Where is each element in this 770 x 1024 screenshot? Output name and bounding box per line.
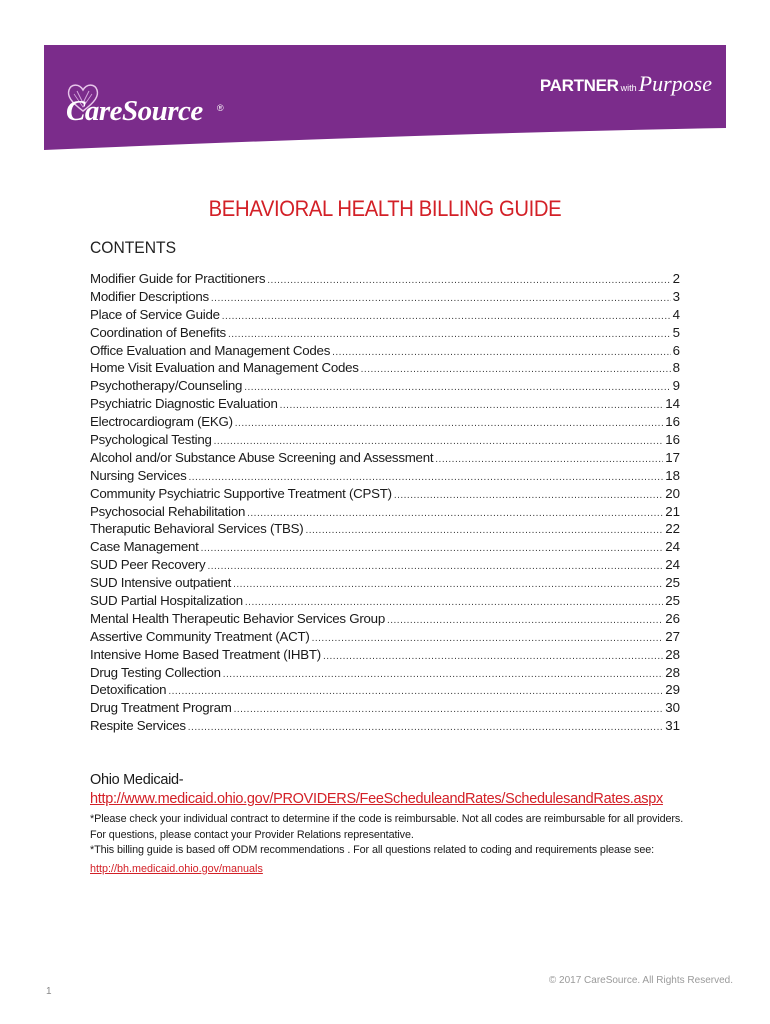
toc-entry-page: 25 xyxy=(665,575,680,591)
toc-dot-leader xyxy=(214,433,664,449)
toc-entry-page: 16 xyxy=(665,432,680,448)
notes-section xyxy=(90,772,690,877)
toc-entry-title: SUD Peer Recovery xyxy=(90,557,206,573)
toc-entry-page: 9 xyxy=(672,378,680,394)
toc-entry-title: SUD Partial Hospitalization xyxy=(90,593,243,609)
toc-entry[interactable] xyxy=(90,556,680,574)
toc-entry-title: Psychiatric Diagnostic Evaluation xyxy=(90,396,278,412)
toc-entry-page: 18 xyxy=(665,467,680,483)
toc-entry-page: 5 xyxy=(672,324,680,340)
registered-mark: ® xyxy=(217,103,224,113)
toc-dot-leader xyxy=(387,612,663,628)
toc-entry-page: 24 xyxy=(665,539,680,555)
note-odm: *This billing guide is based off ODM recommendations . For all questions related to coding and requirements please see: xyxy=(90,844,655,856)
toc-entry[interactable] xyxy=(90,681,680,699)
toc-entry[interactable] xyxy=(90,610,680,628)
toc-entry-page: 27 xyxy=(665,628,680,644)
toc-dot-leader xyxy=(168,683,663,699)
toc-entry[interactable] xyxy=(90,592,680,610)
toc-dot-leader xyxy=(235,415,663,431)
toc-entry-title: Alcohol and/or Substance Abuse Screening and Assessment xyxy=(90,449,434,465)
toc-entry[interactable] xyxy=(90,467,680,485)
toc-entry-title: Community Psychiatric Supportive Treatment (CPST) xyxy=(90,485,392,501)
document-title: BEHAVIORAL HEALTH BILLING GUIDE xyxy=(208,196,562,221)
toc-entry[interactable] xyxy=(90,503,680,521)
toc-entry-title: Electrocardiogram (EKG) xyxy=(90,414,233,430)
toc-entry[interactable] xyxy=(90,664,680,682)
toc-entry-page: 28 xyxy=(665,646,680,662)
toc-dot-leader xyxy=(189,469,664,485)
toc-entry-page: 2 xyxy=(672,271,680,286)
ohio-medicaid-label: Ohio Medicaid- xyxy=(90,772,184,788)
toc-entry[interactable] xyxy=(90,270,680,288)
toc-entry-title: Assertive Community Treatment (ACT) xyxy=(90,628,310,644)
toc-dot-leader xyxy=(234,701,664,717)
toc-dot-leader xyxy=(188,719,663,735)
toc-dot-leader xyxy=(332,344,670,360)
toc-dot-leader xyxy=(247,505,663,521)
toc-entry[interactable] xyxy=(90,520,680,538)
note-questions: For questions, please contact your Provider Relations representative. xyxy=(90,828,414,841)
toc-entry-title: Drug Testing Collection xyxy=(90,664,221,680)
header-banner xyxy=(44,45,726,150)
toc-entry-title: Mental Health Therapeutic Behavior Services Group xyxy=(90,610,385,626)
toc-entry[interactable] xyxy=(90,699,680,717)
toc-entry-page: 28 xyxy=(665,664,680,680)
toc-entry-page: 30 xyxy=(665,700,680,716)
toc-entry[interactable] xyxy=(90,538,680,556)
logo-text: CareSource xyxy=(66,95,203,127)
toc-entry-page: 6 xyxy=(672,342,680,358)
toc-dot-leader xyxy=(211,290,671,306)
toc-dot-leader xyxy=(245,594,663,610)
toc-entry[interactable] xyxy=(90,449,680,467)
toc-entry-page: 25 xyxy=(665,593,680,609)
toc-entry[interactable] xyxy=(90,359,680,377)
toc-dot-leader xyxy=(312,630,664,646)
toc-entry-page: 31 xyxy=(665,718,680,734)
tagline-partner: PARTNER xyxy=(539,76,619,95)
toc-entry-page: 3 xyxy=(672,288,680,304)
toc-entry[interactable] xyxy=(90,628,680,646)
toc-dot-leader xyxy=(201,540,664,556)
tagline-with: with xyxy=(620,83,637,93)
toc-dot-leader xyxy=(244,379,670,395)
page-number: 1 xyxy=(46,986,52,997)
toc-entry-page: 22 xyxy=(665,521,680,537)
toc-entry-page: 8 xyxy=(672,360,680,376)
toc-dot-leader xyxy=(305,522,663,538)
toc-entry[interactable] xyxy=(90,324,680,342)
toc-dot-leader xyxy=(223,666,663,682)
toc-entry[interactable] xyxy=(90,413,680,431)
toc-dot-leader xyxy=(233,576,663,592)
toc-entry-title: Nursing Services xyxy=(90,467,187,483)
toc-entry[interactable] xyxy=(90,342,680,360)
toc-entry-page: 20 xyxy=(665,485,680,501)
toc-entry[interactable] xyxy=(90,377,680,395)
toc-entry-page: 16 xyxy=(665,414,680,430)
bh-manuals-link[interactable]: http://bh.medicaid.ohio.gov/manuals xyxy=(90,862,263,875)
toc-entry[interactable] xyxy=(90,395,680,413)
toc-entry[interactable] xyxy=(90,306,680,324)
toc-entry-title: Detoxification xyxy=(90,682,167,698)
toc-entry-title: Modifier Descriptions xyxy=(90,288,209,304)
toc-entry-title: Home Visit Evaluation and Management Codes xyxy=(90,360,359,376)
toc-entry-title: Place of Service Guide xyxy=(90,306,220,322)
toc-dot-leader xyxy=(267,272,670,288)
tagline-purpose: Purpose xyxy=(638,71,712,96)
toc-entry[interactable] xyxy=(90,485,680,503)
tagline xyxy=(540,71,712,97)
toc-dot-leader xyxy=(323,648,663,664)
copyright-text: © 2017 CareSource. All Rights Reserved. xyxy=(548,975,733,986)
toc-entry[interactable] xyxy=(90,646,680,664)
toc-entry[interactable] xyxy=(90,288,680,306)
toc-dot-leader xyxy=(207,558,663,574)
toc-dot-leader xyxy=(361,361,671,377)
toc-dot-leader xyxy=(280,397,664,413)
toc-entry[interactable] xyxy=(90,574,680,592)
toc-entry-page: 26 xyxy=(665,610,680,626)
toc-entry-title: SUD Intensive outpatient xyxy=(90,575,232,591)
toc-entry-title: Office Evaluation and Management Codes xyxy=(90,342,331,358)
toc-entry-page: 24 xyxy=(665,557,680,573)
toc-entry-title: Psychological Testing xyxy=(90,432,212,448)
toc-entry-title: Modifier Guide for Practitioners xyxy=(90,271,266,286)
toc-entry-title: Psychosocial Rehabilitation xyxy=(90,503,246,519)
toc-entry-page: 17 xyxy=(665,449,680,465)
toc-entry-page: 29 xyxy=(665,682,680,698)
toc-dot-leader xyxy=(435,451,663,467)
toc-entry[interactable] xyxy=(90,717,680,735)
toc-entry-page: 4 xyxy=(672,306,680,322)
toc-dot-leader xyxy=(222,308,671,324)
contents-heading: CONTENTS xyxy=(90,238,177,257)
toc-entry-title: Coordination of Benefits xyxy=(90,324,226,340)
toc-entry-title: Respite Services xyxy=(90,718,186,734)
toc-entry-title: Theraputic Behavioral Services (TBS) xyxy=(90,521,304,537)
toc-dot-leader xyxy=(228,326,671,342)
note-contract: *Please check your individual contract to determine if the code is reimbursable. Not all codes are reimbursable for all providers. xyxy=(90,813,684,825)
toc-entry-title: Case Management xyxy=(90,539,199,555)
table-of-contents xyxy=(90,270,680,735)
toc-entry-title: Drug Treatment Program xyxy=(90,700,232,716)
toc-entry[interactable] xyxy=(90,431,680,449)
toc-entry-page: 14 xyxy=(665,396,680,412)
toc-entry-title: Psychotherapy/Counseling xyxy=(90,378,243,394)
ohio-medicaid-link[interactable]: http://www.medicaid.ohio.gov/PROVIDERS/FeeScheduleandRates/SchedulesandRates.aspx xyxy=(90,791,663,807)
toc-dot-leader xyxy=(394,487,663,503)
toc-entry-title: Intensive Home Based Treatment (IHBT) xyxy=(90,646,321,662)
toc-entry-page: 21 xyxy=(665,503,680,519)
